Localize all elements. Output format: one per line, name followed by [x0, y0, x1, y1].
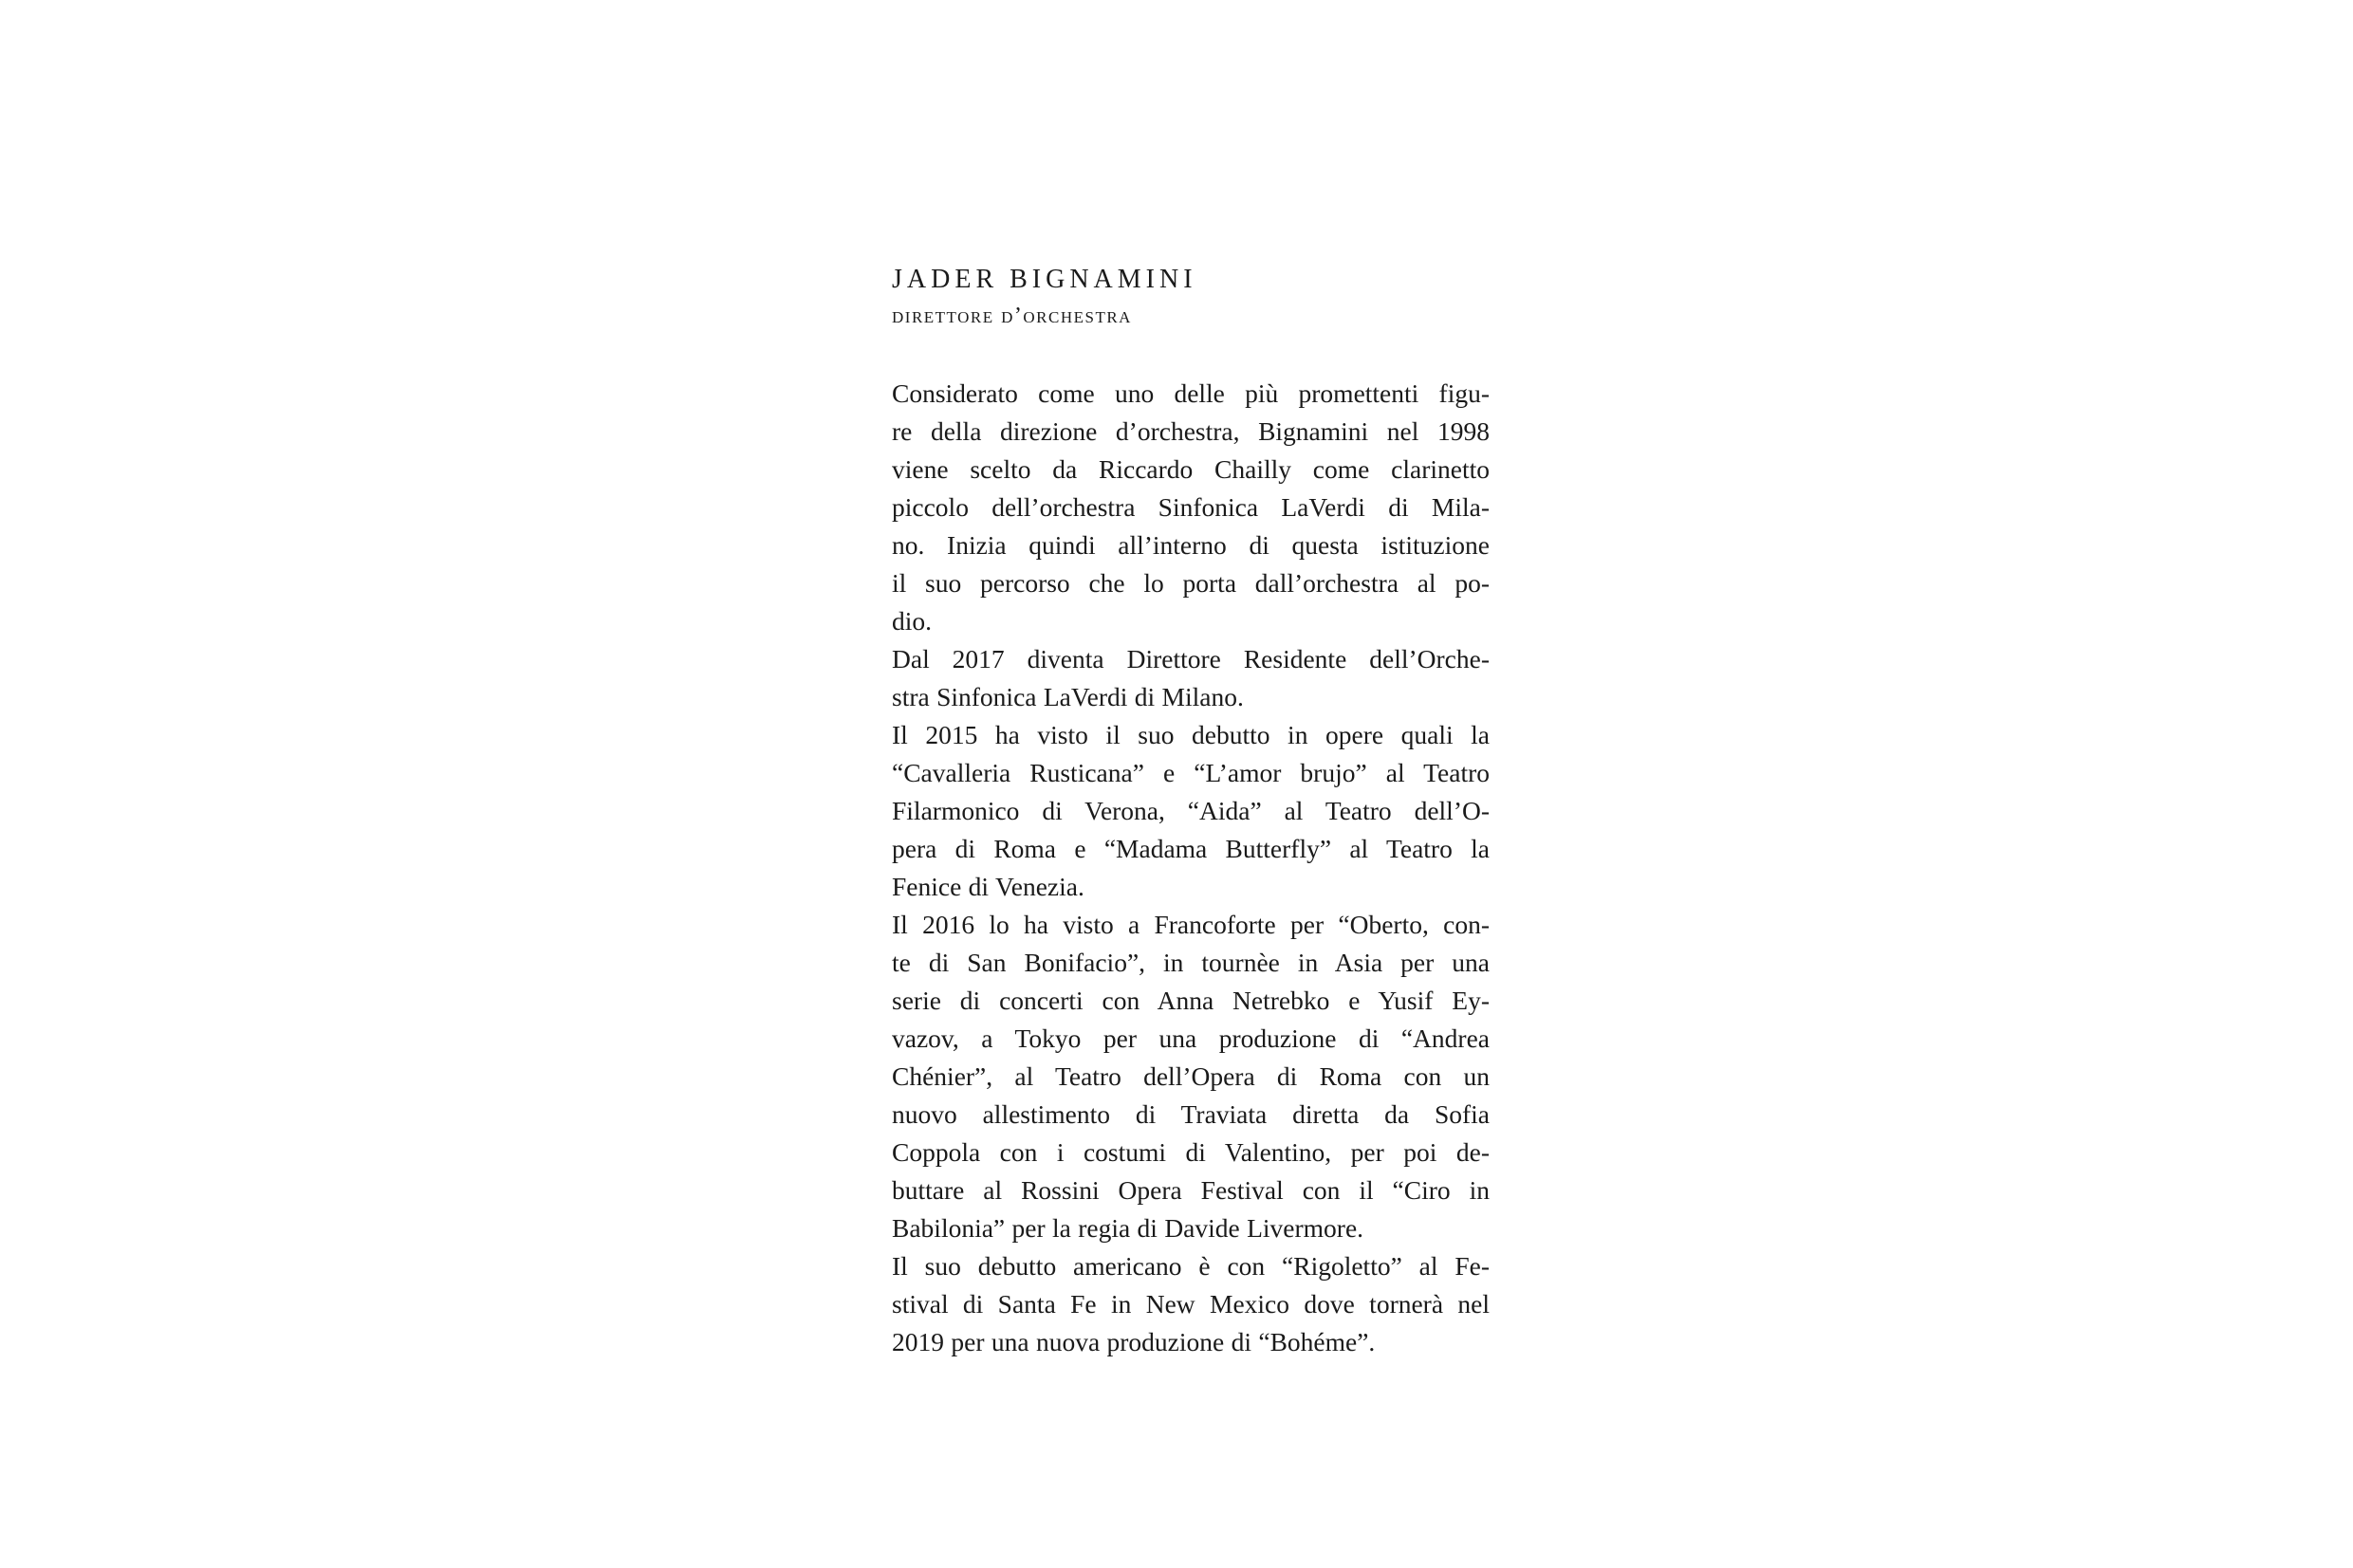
text-line: “Cavalleria Rusticana” e “L’amor brujo” al Teatro [892, 758, 1490, 787]
text-line: viene scelto da Riccardo Chailly come clarinetto [892, 454, 1490, 484]
paragraph-4 [892, 906, 1490, 1247]
paragraph-5 [892, 1247, 1490, 1361]
text-line: 2019 per una nuova produzione di “Bohéme”. [892, 1327, 1376, 1356]
text-line: Considerato come uno delle più promettenti figu- [892, 378, 1490, 408]
text-line: Chénier”, al Teatro dell’Opera di Roma con un [892, 1061, 1490, 1091]
person-role: direttore d’orchestra [892, 304, 1132, 328]
text-line: Babilonia” per la regia di Davide Livermore. [892, 1213, 1364, 1243]
text-line: dio. [892, 606, 933, 636]
text-line: Il suo debutto americano è con “Rigoletto” al Fe- [892, 1251, 1490, 1281]
text-line: no. Inizia quindi all’interno di questa istituzione [892, 530, 1490, 560]
person-name: JADER BIGNAMINI [892, 265, 1197, 294]
text-line: Fenice di Venezia. [892, 872, 1084, 901]
text-line: te di San Bonifacio”, in tournèe in Asia per una [892, 948, 1490, 977]
text-line: buttare al Rossini Opera Festival con il “Ciro in [892, 1175, 1490, 1205]
text-line: Coppola con i costumi di Valentino, per poi de- [892, 1137, 1490, 1167]
text-line: vazov, a Tokyo per una produzione di “Andrea [892, 1024, 1490, 1053]
paragraph-3 [892, 716, 1490, 906]
biography-article [892, 261, 1490, 1361]
text-line: re della direzione d’orchestra, Bignamini nel 1998 [892, 416, 1490, 446]
biography-body [892, 375, 1490, 1361]
text-line: stra Sinfonica LaVerdi di Milano. [892, 682, 1244, 711]
text-line: stival di Santa Fe in New Mexico dove tornerà nel [892, 1289, 1490, 1319]
paragraph-1 [892, 375, 1490, 640]
text-line: Dal 2017 diventa Direttore Residente dell’Orche- [892, 644, 1490, 673]
text-line: Il 2016 lo ha visto a Francoforte per “Oberto, con- [892, 910, 1490, 939]
paragraph-2 [892, 640, 1490, 716]
text-line: serie di concerti con Anna Netrebko e Yusif Ey- [892, 986, 1490, 1015]
text-line: Filarmonico di Verona, “Aida” al Teatro dell’O- [892, 796, 1490, 825]
text-line: il suo percorso che lo porta dall’orchestra al po- [892, 568, 1490, 598]
text-line: Il 2015 ha visto il suo debutto in opere quali la [892, 720, 1490, 749]
text-line: piccolo dell’orchestra Sinfonica LaVerdi di Mila- [892, 492, 1490, 522]
text-line: pera di Roma e “Madama Butterfly” al Teatro la [892, 834, 1490, 863]
text-line: nuovo allestimento di Traviata diretta da Sofia [892, 1099, 1490, 1129]
